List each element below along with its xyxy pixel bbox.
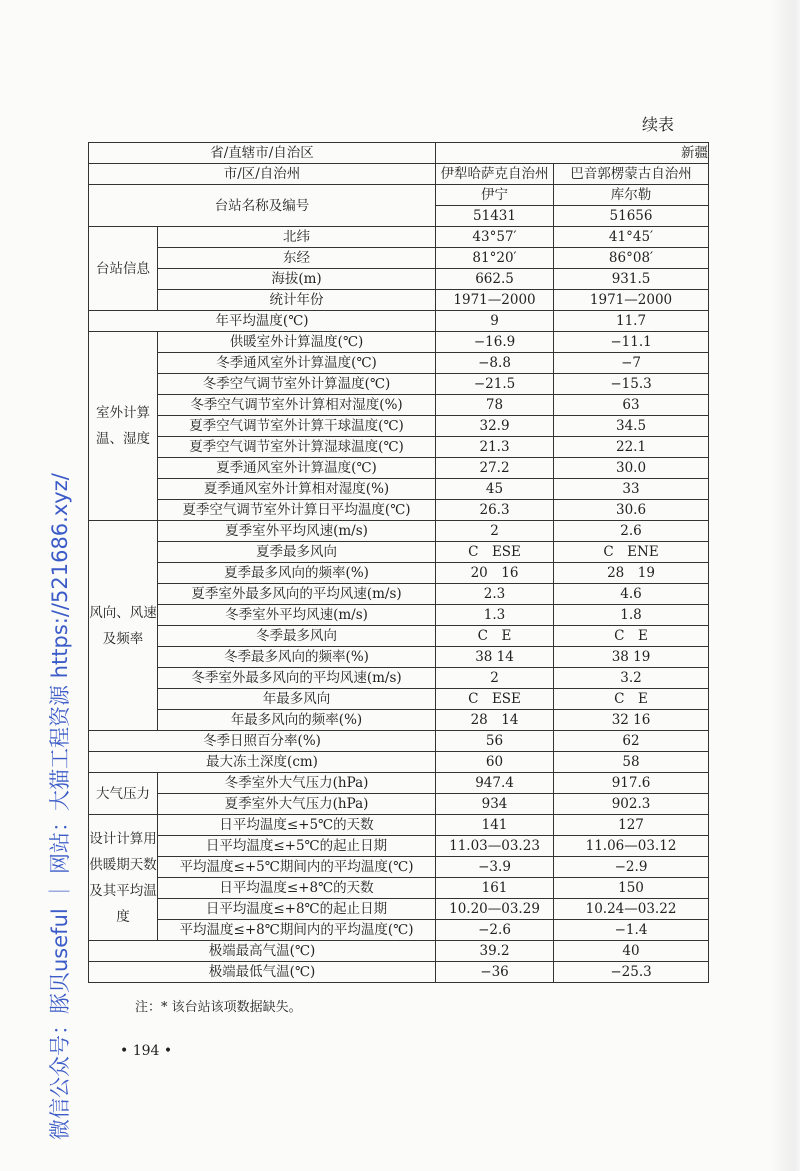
value-cell: C E <box>554 689 709 710</box>
value-cell: 10.20—03.29 <box>436 899 554 920</box>
value-cell: −21.5 <box>436 374 554 395</box>
value-cell: C ESE <box>436 689 554 710</box>
climate-table <box>88 142 709 983</box>
table-row <box>89 857 709 878</box>
header-cell: 市/区/自治州 <box>89 164 436 185</box>
value-cell: −1.4 <box>554 920 709 941</box>
code-cell: 51431 <box>436 206 554 227</box>
value-cell: 3.2 <box>554 668 709 689</box>
value-cell: 917.6 <box>554 773 709 794</box>
group-cell: 风向、风速及频率 <box>89 521 158 731</box>
row-label: 冬季最多风向的频率(%) <box>158 647 436 668</box>
table-row <box>89 332 709 353</box>
value-cell: −3.9 <box>436 857 554 878</box>
value-cell: −36 <box>436 962 554 983</box>
value-cell: 60 <box>436 752 554 773</box>
table-row <box>89 479 709 500</box>
value-cell: 86°08′ <box>554 248 709 269</box>
table-row <box>89 899 709 920</box>
table-row <box>89 794 709 815</box>
value-cell: 931.5 <box>554 269 709 290</box>
table-row <box>89 395 709 416</box>
value-cell: 1.3 <box>436 605 554 626</box>
value-cell: 58 <box>554 752 709 773</box>
row-label: 夏季空气调节室外计算日平均温度(℃) <box>158 500 436 521</box>
row-label: 日平均温度≤+5℃的起止日期 <box>158 836 436 857</box>
table-row <box>89 542 709 563</box>
value-cell: −15.3 <box>554 374 709 395</box>
row-label: 夏季通风室外计算相对湿度(%) <box>158 479 436 500</box>
row-label: 日平均温度≤+5℃的天数 <box>158 815 436 836</box>
value-cell: −16.9 <box>436 332 554 353</box>
table-row <box>89 521 709 542</box>
row-label: 夏季室外大气压力(hPa) <box>158 794 436 815</box>
value-cell: 1971—2000 <box>436 290 554 311</box>
row-label: 东经 <box>158 248 436 269</box>
value-cell: −2.9 <box>554 857 709 878</box>
group-cell: 大气压力 <box>89 773 158 815</box>
table-row <box>89 164 709 185</box>
value-cell: 45 <box>436 479 554 500</box>
row-label: 夏季室外平均风速(m/s) <box>158 521 436 542</box>
value-cell: 34.5 <box>554 416 709 437</box>
row-label: 年最多风向 <box>158 689 436 710</box>
table-row <box>89 689 709 710</box>
row-label: 日平均温度≤+8℃的起止日期 <box>158 899 436 920</box>
code-cell: 51656 <box>554 206 709 227</box>
row-label: 冬季室外大气压力(hPa) <box>158 773 436 794</box>
row-label: 北纬 <box>158 227 436 248</box>
value-cell: 63 <box>554 395 709 416</box>
table-row <box>89 500 709 521</box>
continued-label: 续表 <box>642 115 675 134</box>
table-row <box>89 731 709 752</box>
value-cell: 947.4 <box>436 773 554 794</box>
value-cell: 78 <box>436 395 554 416</box>
value-cell: 39.2 <box>436 941 554 962</box>
value-cell: C E <box>436 626 554 647</box>
table-row <box>89 563 709 584</box>
value-cell: 127 <box>554 815 709 836</box>
table-row <box>89 710 709 731</box>
row-label: 统计年份 <box>158 290 436 311</box>
value-cell: 2.6 <box>554 521 709 542</box>
table-row <box>89 290 709 311</box>
table-row <box>89 143 709 164</box>
value-cell: −2.6 <box>436 920 554 941</box>
table-row <box>89 626 709 647</box>
table-row <box>89 920 709 941</box>
table-row <box>89 752 709 773</box>
value-cell: 22.1 <box>554 437 709 458</box>
table-row <box>89 353 709 374</box>
row-label: 冬季空气调节室外计算温度(℃) <box>158 374 436 395</box>
value-cell: 26.3 <box>436 500 554 521</box>
table-row <box>89 437 709 458</box>
row-label: 日平均温度≤+8℃的天数 <box>158 878 436 899</box>
value-cell: 934 <box>436 794 554 815</box>
table-row <box>89 374 709 395</box>
table-row <box>89 815 709 836</box>
station-cell: 伊宁 <box>436 185 554 206</box>
value-cell: 40 <box>554 941 709 962</box>
table-row <box>89 311 709 332</box>
table-row <box>89 185 709 206</box>
row-label: 冬季通风室外计算温度(℃) <box>158 353 436 374</box>
value-cell: 28 19 <box>554 563 709 584</box>
row-label: 供暖室外计算温度(℃) <box>158 332 436 353</box>
row-label: 极端最高气温(℃) <box>89 941 436 962</box>
row-label: 平均温度≤+8℃期间内的平均温度(℃) <box>158 920 436 941</box>
value-cell: −8.8 <box>436 353 554 374</box>
value-cell: C ESE <box>436 542 554 563</box>
value-cell: 32.9 <box>436 416 554 437</box>
value-cell: 56 <box>436 731 554 752</box>
row-label: 年最多风向的频率(%) <box>158 710 436 731</box>
value-cell: 62 <box>554 731 709 752</box>
value-cell: 2.3 <box>436 584 554 605</box>
value-cell: 20 16 <box>436 563 554 584</box>
table-row <box>89 248 709 269</box>
footnote: 注：* 该台站该项数据缺失。 <box>135 1000 302 1015</box>
value-cell: −7 <box>554 353 709 374</box>
value-cell: 4.6 <box>554 584 709 605</box>
value-cell: 141 <box>436 815 554 836</box>
row-label: 平均温度≤+5℃期间内的平均温度(℃) <box>158 857 436 878</box>
row-label: 最大冻土深度(cm) <box>89 752 436 773</box>
value-cell: 32 16 <box>554 710 709 731</box>
value-cell: 10.24—03.22 <box>554 899 709 920</box>
value-cell: C E <box>554 626 709 647</box>
row-label: 海拔(m) <box>158 269 436 290</box>
table-row <box>89 227 709 248</box>
table-row <box>89 647 709 668</box>
value-cell: 11.7 <box>554 311 709 332</box>
city-cell: 伊犁哈萨克自治州 <box>436 164 554 185</box>
row-label: 夏季空气调节室外计算干球温度(℃) <box>158 416 436 437</box>
row-label: 年平均温度(℃) <box>89 311 436 332</box>
table-row <box>89 878 709 899</box>
table-row <box>89 269 709 290</box>
row-label: 夏季最多风向的频率(%) <box>158 563 436 584</box>
group-cell: 设计计算用供暖期天数及其平均温度 <box>89 815 158 941</box>
value-cell: 2 <box>436 521 554 542</box>
value-cell: 21.3 <box>436 437 554 458</box>
row-label: 极端最低气温(℃) <box>89 962 436 983</box>
value-cell: 11.03—03.23 <box>436 836 554 857</box>
table-row <box>89 836 709 857</box>
value-cell: 1.8 <box>554 605 709 626</box>
table-row <box>89 584 709 605</box>
value-cell: 9 <box>436 311 554 332</box>
table-row <box>89 962 709 983</box>
value-cell: 33 <box>554 479 709 500</box>
table-row <box>89 458 709 479</box>
value-cell: 43°57′ <box>436 227 554 248</box>
row-label: 夏季通风室外计算温度(℃) <box>158 458 436 479</box>
value-cell: 150 <box>554 878 709 899</box>
table-row <box>89 605 709 626</box>
header-cell: 省/直辖市/自治区 <box>89 143 436 164</box>
table-row <box>89 941 709 962</box>
value-cell: 2 <box>436 668 554 689</box>
page-number: • 194 • <box>120 1043 173 1059</box>
row-label: 夏季最多风向 <box>158 542 436 563</box>
table-row <box>89 416 709 437</box>
station-cell: 库尔勒 <box>554 185 709 206</box>
value-cell: 11.06—03.12 <box>554 836 709 857</box>
row-label: 冬季室外最多风向的平均风速(m/s) <box>158 668 436 689</box>
value-cell: 662.5 <box>436 269 554 290</box>
value-cell: 27.2 <box>436 458 554 479</box>
city-cell: 巴音郭楞蒙古自治州 <box>554 164 709 185</box>
header-cell: 台站名称及编号 <box>89 185 436 227</box>
group-cell: 室外计算温、湿度 <box>89 332 158 521</box>
value-cell: 81°20′ <box>436 248 554 269</box>
value-cell: −11.1 <box>554 332 709 353</box>
row-label: 夏季空气调节室外计算湿球温度(℃) <box>158 437 436 458</box>
table-row <box>89 773 709 794</box>
row-label: 冬季室外平均风速(m/s) <box>158 605 436 626</box>
value-cell: C ENE <box>554 542 709 563</box>
value-cell: 38 19 <box>554 647 709 668</box>
row-label: 冬季最多风向 <box>158 626 436 647</box>
province-cell: 新疆 <box>436 143 709 164</box>
value-cell: 38 14 <box>436 647 554 668</box>
table-row <box>89 668 709 689</box>
value-cell: −25.3 <box>554 962 709 983</box>
value-cell: 902.3 <box>554 794 709 815</box>
value-cell: 1971—2000 <box>554 290 709 311</box>
row-label: 冬季日照百分率(%) <box>89 731 436 752</box>
value-cell: 30.0 <box>554 458 709 479</box>
row-label: 夏季室外最多风向的平均风速(m/s) <box>158 584 436 605</box>
value-cell: 28 14 <box>436 710 554 731</box>
value-cell: 41°45′ <box>554 227 709 248</box>
page-edge-shadow <box>770 0 800 1171</box>
value-cell: 161 <box>436 878 554 899</box>
row-label: 冬季空气调节室外计算相对湿度(%) <box>158 395 436 416</box>
group-cell: 台站信息 <box>89 227 158 311</box>
value-cell: 30.6 <box>554 500 709 521</box>
watermark: 微信公众号：豚贝useful ｜ 网站：大猫工程资源 https://521686.xyz/ <box>48 473 72 1140</box>
